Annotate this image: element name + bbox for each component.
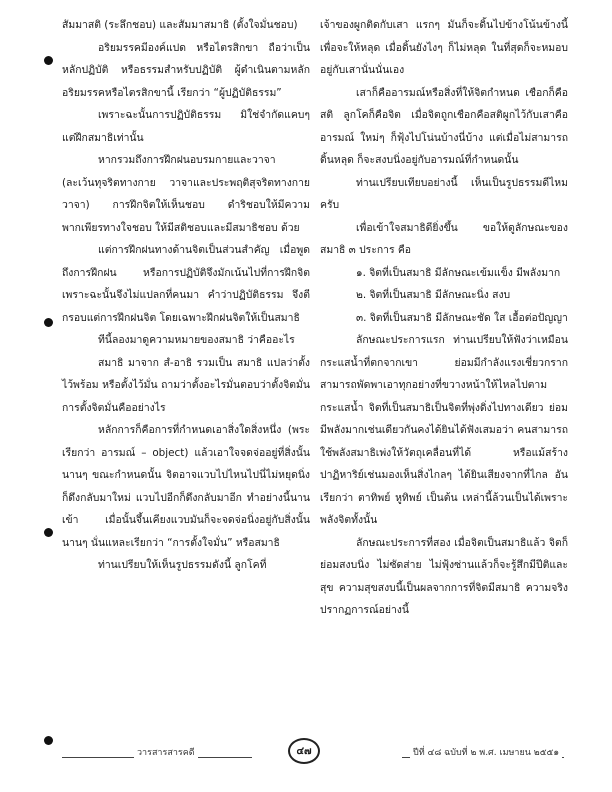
paragraph: แต่การฝึกฝนทางด้านจิตเป็นส่วนสำคัญ เมื่อพูดถึงการฝึกฝน หรือการปฏิบัติจึงมักเน้นไปที่การฝึกจิต เพราะฉะนั้นจึงไม่แปลกที่คนมา คำว่าปฏิบัติธรรม จึงตีกรอบแต่การฝึกฝนจิต โดยเฉพาะฝึกฝนจิตให้เป็นสมาธิ <box>62 244 310 324</box>
paragraph: สมาธิ มาจาก สํ-อาธิ รวมเป็น สมาธิ แปลว่าตั้งไว้พร้อม หรือตั้งไว้มั่น ถามว่าตั้งอะไรมั่นตอบว่าตั้งจิตมั่น การตั้งจิตมั่นคืออย่างไร <box>62 356 310 414</box>
list-item: ๒. จิตที่เป็นสมาธิ มีลักษณะนิ่ง สงบ <box>356 289 511 301</box>
paragraph: ท่านเปรียบเทียบอย่างนี้ เห็นเป็นรูปธรรมดีไหมครับ <box>320 176 568 211</box>
issue-info: ปีที่ ๔๘ ฉบับที่ ๒ พ.ศ. เมษายน ๒๕๕๑ <box>410 745 562 759</box>
paragraph: ทีนี้ลองมาดูความหมายของสมาธิ ว่าคืออะไร <box>98 334 295 346</box>
left-text-column <box>62 14 310 577</box>
paragraph: หากรวมถึงการฝึกฝนอบรมกายและวาจา (ละเว้นทุจริตทางกาย วาจาและประพฤติสุจริตทางกาย วาจา) การฝึกจิตให้เห็นชอบ ดำริชอบให้มีความพากเพียรทางใจชอบ ให้มีสติชอบและมีสมาธิชอบ ด้วย <box>62 154 310 234</box>
right-text-column <box>320 14 568 622</box>
binder-hole-bottom <box>44 736 53 745</box>
binder-hole-lower-middle <box>44 528 53 537</box>
paragraph: หลักการก็คือการที่กำหนดเอาสิ่งใดสิ่งหนึ่ง (พระเรียกว่า อารมณ์ – object) แล้วเอาใจจดจ่ออยู่ที่สิ่งนั้นนานๆ ขณะกำหนดนั้น จิตอาจแวบไปไหนไปนี่ไม่หยุดนิ่ง ก็ดึงกลับมาใหม่ แวบไปอีกก็ดึงกลับมาอีก ทำอย่างนี้นานเข้า เมื่อนั้นจึ้นเคียงแวบมันก็จะจดจ่อนิ่งอยู่กับสิ่งนั้นนานๆ นั่นแหละเรียกว่า “การตั้งใจมั่น” หรือสมาธิ <box>62 424 310 549</box>
binder-hole-upper-middle <box>44 318 53 327</box>
list-item: ๓. จิตที่เป็นสมาธิ มีลักษณะชัด ใส เอื้อต่อปัญญา <box>356 311 568 324</box>
paragraph: เจ้าของผูกติดกับเสา แรกๆ มันก็จะดิ้นไปข้างโน้นข้างนี้ เพื่อจะให้หลุด เมื่อดิ้นยังไงๆ ก็ไม่หลุด ในที่สุดก็จะหมอบอยู่กับเสานั่นนั่นเอง <box>320 19 568 76</box>
list-item: ๑. จิตที่เป็นสมาธิ มีลักษณะเข้มแข็ง มีพลังมาก <box>356 266 561 279</box>
binder-hole-top <box>44 56 53 65</box>
paragraph: สัมมาสติ (ระลึกชอบ) และสัมมาสมาธิ (ตั้งใจมั่นชอบ) <box>62 19 298 31</box>
paragraph: เพื่อเข้าใจสมาธิดียิ่งขึ้น ขอให้ดูลักษณะของสมาธิ ๓ ประการ คือ <box>320 221 568 256</box>
paragraph: อริยมรรคมีองค์แปด หรือไตรสิกขา ถือว่าเป็นหลักปฏิบัติ หรือธรรมสำหรับปฏิบัติ ผู้ดำเนินตามหลักอริยมรรคหรือไตรสิกขานี้ เรียกว่า “ผู้ปฏิบัติธรรม” <box>62 41 310 99</box>
paragraph: ลักษณะประการที่สอง เมื่อจิตเป็นสมาธิแล้ว จิตก็ย่อมสงบนิ่ง ไม่ซัดส่าย ไม่ฟุ้งซ่านแล้วก็จะรู้สึกมีปีติและสุข ความสุขสงบนี้เป็นผลจากการที่จิตมีสมาธิ ความจริงปรากฏการณ์อย่างนี้ <box>320 536 568 616</box>
paragraph: ลักษณะประการแรก ท่านเปรียบให้ฟังว่าเหมือนกระแสน้ำที่ตกจากเขา ย่อมมีกำลังแรงเชี่ยวกราก สามารถพัดพาเอาทุกอย่างที่ขวางหน้าให้ไหลไปตามกระแสน้ำ จิตที่เป็นสมาธิเป็นจิตที่พุ่งดิ่งไปทางเดียว ย่อมมีพลังมากเช่นเดียวกันคงได้ยินได้ฟังเสมอว่า คนสามารถใช้พลังสมาธิเพ่งให้วัตถุเคลื่อนที่ได้ หรือแม้สร้างปาฏิหาริย์เช่นมองเห็นสิ่งไกลๆ ได้ยินเสียงจากที่ไกล อันเรียกว่า ตาทิพย์ หูทิพย์ เป็นต้น เหล่านี้ล้วนเป็นได้เพราะพลังจิตทั้งนั้น <box>320 334 568 526</box>
page-number: ๔๗ <box>296 745 312 757</box>
paragraph: เพราะฉะนั้นการปฏิบัติธรรม มิใช่จำกัดแคบๆ แต่ฝึกสมาธิเท่านั้น <box>62 109 310 144</box>
paragraph: เสาก็คืออารมณ์หรือสิ่งที่ให้จิตกำหนด เชือกก็คือสติ ลูกโคก็คือจิต เมื่อจิตถูกเชือกคือสติผูกไว้กับเสาคืออารมณ์ ใหม่ๆ ก็ฟุ้งไปโน่นบ้างนี่บ้าง แต่เมื่อไม่สามารถดิ้นหลุด ก็จะสงบนิ่งอยู่กับอารมณ์ที่กำหนดนั้น <box>320 86 568 166</box>
paragraph: ท่านเปรียบให้เห็นรูปธรรมดังนี้ ลูกโคที่ <box>98 559 267 571</box>
page-number-badge <box>288 738 320 764</box>
magazine-name: วารสารสารคดี <box>134 745 198 759</box>
